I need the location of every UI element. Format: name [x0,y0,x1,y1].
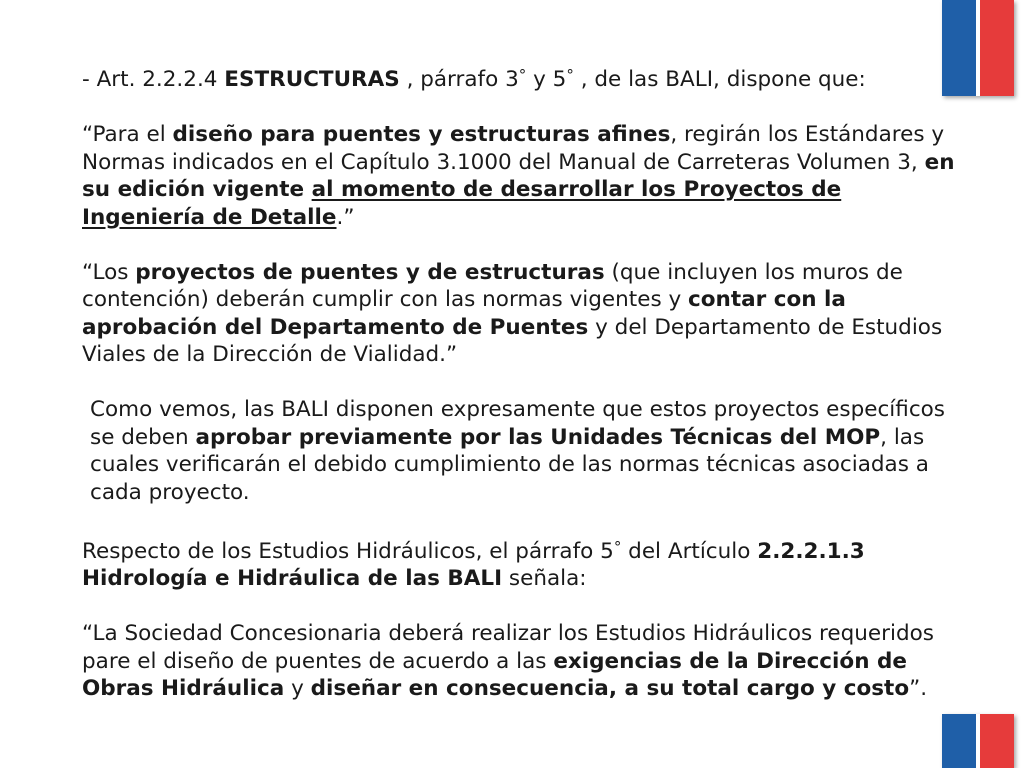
paragraph-quote-projects: “Los proyectos de puentes y de estructuras (que incluyen los muros de contención) deberán cumplir con las normas vigentes y contar con la aprobación del Departamento de Puentes y del Departamento de Estudios Viales de la Dirección de Vialidad.” [82,259,943,367]
paragraph-quote-concessionaire: “La Sociedad Concesionaria deberá realizar los Estudios Hidráulicos requeridos pare el diseño de puentes de acuerdo a las exigencias de la Dirección de Obras Hidráulica y diseñar en consecuencia, a su total cargo y costo”. [82,621,934,701]
flag-red-stripe [980,714,1014,768]
chile-flag-decoration-bottom [942,714,1014,768]
paragraph-hydraulic-studies: Respecto de los Estudios Hidráulicos, el párrafo 5° del Artículo 2.2.2.1.3 Hidrología e Hidráulica de las BALI señala: [82,537,865,591]
paragraph-commentary: Como vemos, las BALI disponen expresamente que estos proyectos específicos se deben aprobar previamente por las Unidades Técnicas del MOP, las cuales verificarán el debido cumplimiento de las normas técnicas asociadas a cada proyecto. [90,397,945,505]
slide-body-text [82,62,962,703]
flag-red-stripe [980,0,1014,96]
paragraph-quote-design: “Para el diseño para puentes y estructuras afines, regirán los Estándares y Normas indicados en el Capítulo 3.1000 del Manual de Carreteras Volumen 3, en su edición vigente al momento de desarrollar los Proyectos de Ingeniería de Detalle.” [82,122,955,230]
paragraph-article-reference: - Art. 2.2.2.4 ESTRUCTURAS , párrafo 3° y 5° , de las BALI, dispone que: [82,66,866,92]
flag-blue-stripe [942,714,976,768]
